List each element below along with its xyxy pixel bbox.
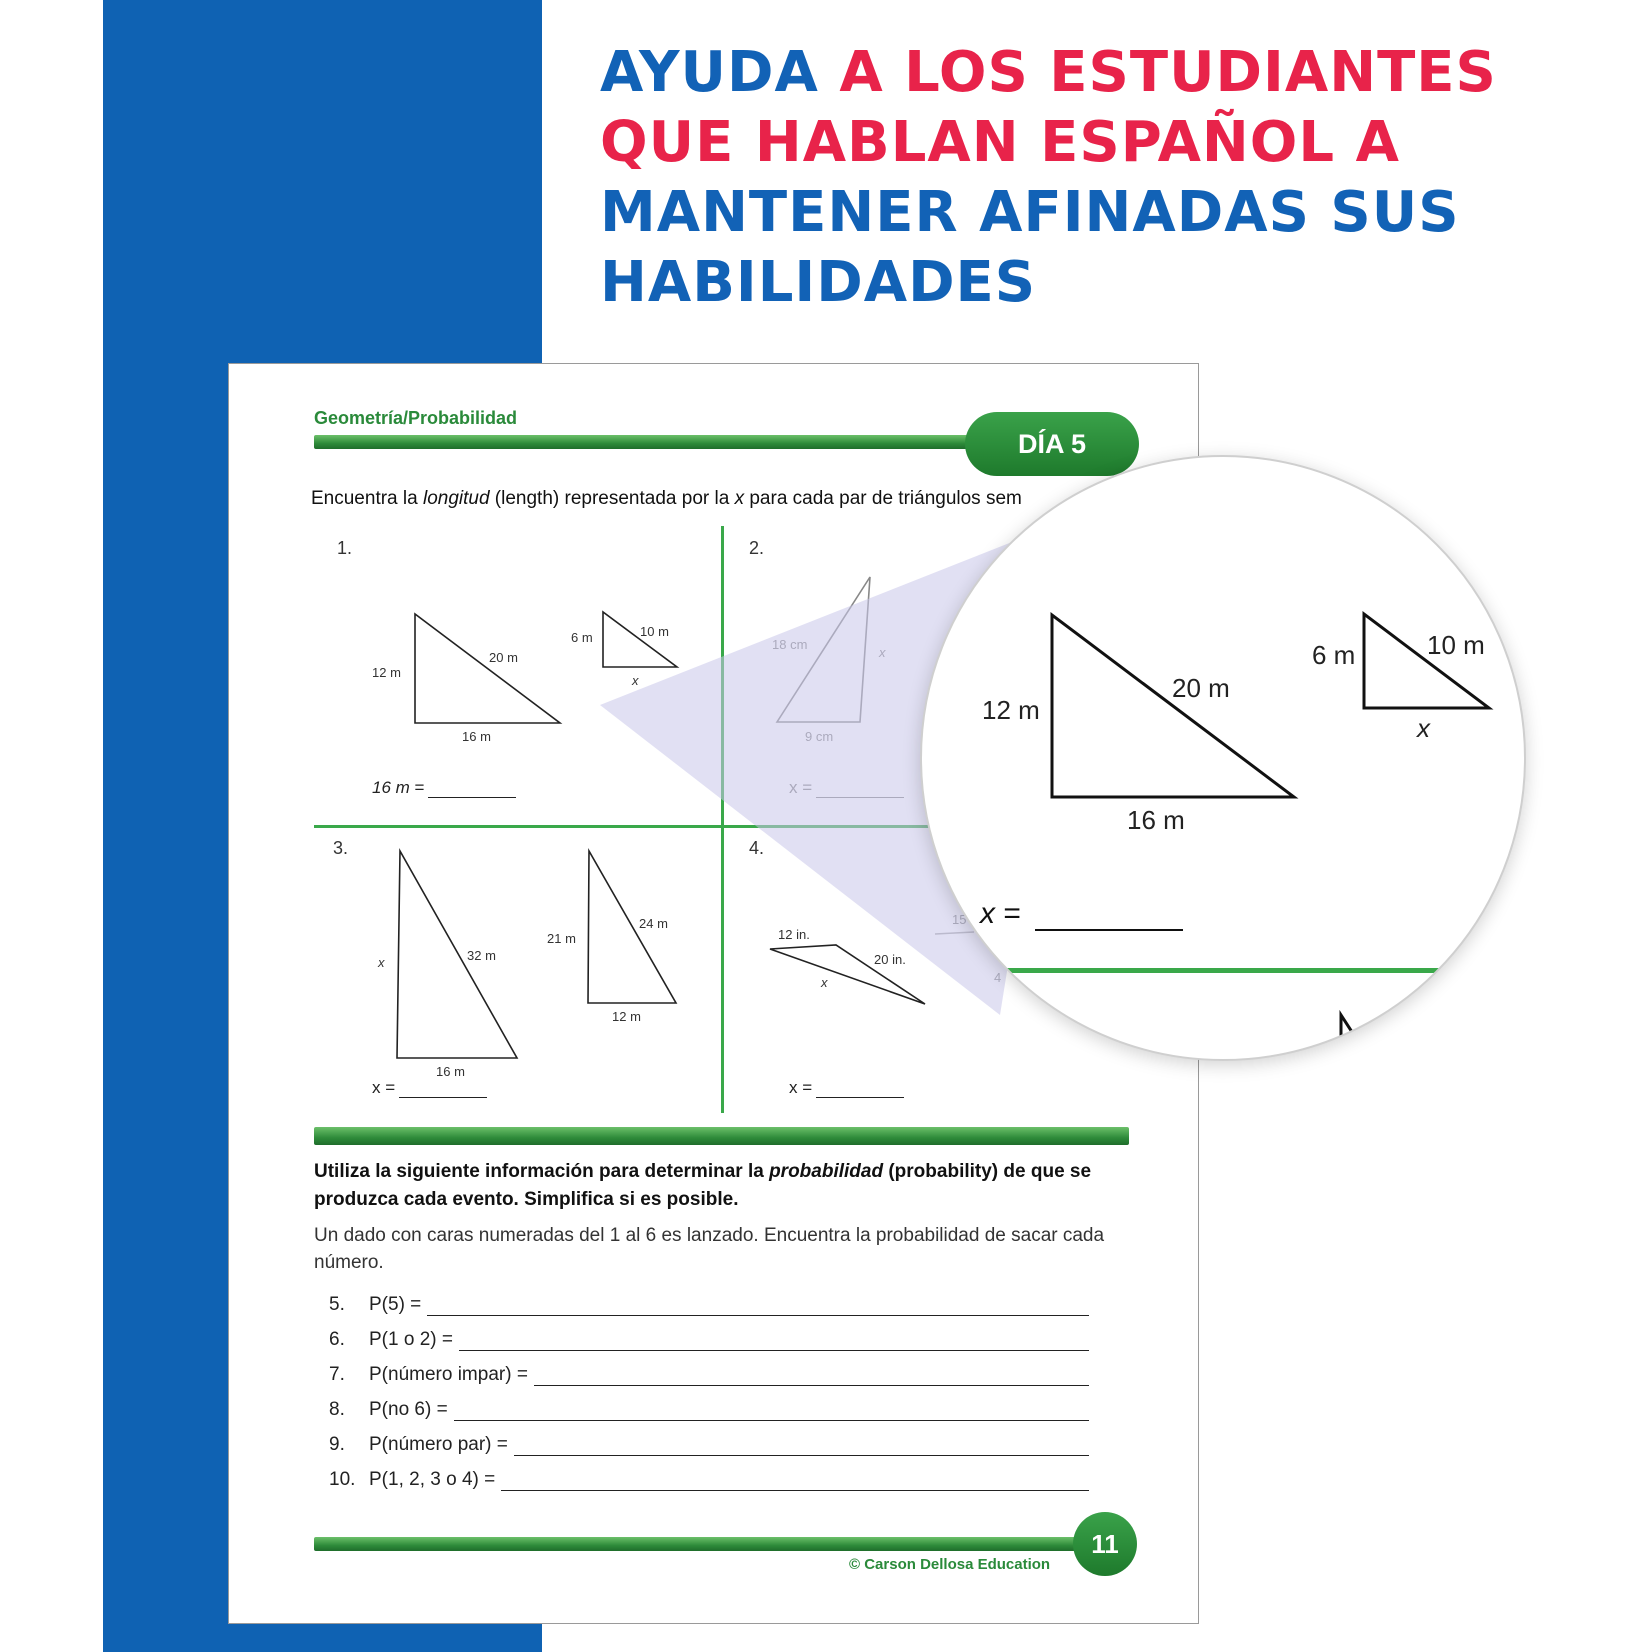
zoom-big-bottom-label: 16 m [1127,805,1185,835]
instr-emphasis: longitud [422,488,490,509]
section-label: Geometría/Probabilidad [314,408,518,428]
prob-item-num: 6. [329,1329,345,1350]
p1-small-bottom-label: x [632,673,639,688]
zoom-answer-blank[interactable] [1035,907,1183,931]
zoom-small-triangle [1364,614,1489,708]
p3-big-bottom-label: 16 m [436,1064,465,1079]
instr-x: x [734,488,745,509]
p3-small-left-label: 21 m [547,931,576,946]
p4-right-label: 20 in. [874,952,906,967]
prob-item-label: P(5) = [369,1294,422,1315]
p3-small-hyp-label: 24 m [639,916,668,931]
zoom-big-hyp-label: 20 m [1172,673,1230,703]
copyright: © Carson Dellosa Education [849,1556,1051,1573]
magnified-triangles [922,457,1524,1059]
headline-red-2: QUE HABLAN ESPAÑOL A [600,110,1400,175]
zoom-answer-eq: = [995,897,1021,930]
prob-item-label: P(número par) = [369,1434,508,1455]
prob-item-num: 9. [329,1434,345,1455]
zoom-big-triangle [1052,615,1294,797]
prob-item-num: 7. [329,1364,345,1385]
prob-item-label: P(no 6) = [369,1399,448,1420]
p1-answer-x: 16 m [372,778,410,797]
prob-instr-a: Utiliza la siguiente información para determinar la [314,1161,770,1182]
zoom-small-hyp-label: 10 m [1427,630,1485,660]
p3-big-hyp-label: 32 m [467,948,496,963]
p3-big-left-label: x [378,955,385,970]
magnifier-circle [920,455,1526,1061]
zoom-big-left-label: 12 m [982,695,1040,725]
prob-instr-em: probabilidad [769,1161,884,1182]
headline-blue-4: HABILIDADES [600,250,1037,315]
zoom-small-left-label: 6 m [1312,640,1356,670]
p4-bottom-label: x [821,975,828,990]
prob-item-label: P(1 o 2) = [369,1329,453,1350]
p1-big-left-label: 12 m [372,665,401,680]
headline-blue-3: MANTENER AFINADAS SUS [600,180,1460,245]
problem-4-number: 4. [749,838,765,858]
problem-2-number: 2. [749,538,765,558]
p3-answer-label: x = [372,1078,396,1097]
page-number-badge: 11 [1073,1512,1137,1576]
prob-item-num: 5. [329,1294,345,1315]
instr-part-a: Encuentra la [311,488,423,509]
day-badge: DÍA 5 [965,412,1139,476]
p1-small-left-label: 6 m [571,630,593,645]
p4-answer-label: x = [789,1078,813,1097]
instr-part-b: (length) representada por la [489,488,735,509]
instr-part-c: para cada par de triángulos sem [744,488,1022,509]
probability-text: Un dado con caras numeradas del 1 al 6 es lanzado. Encuentra la probabilidad de sacar cada número. [314,1225,1105,1273]
problem-3-number: 3. [333,838,349,858]
p1-answer-eq: = [409,778,425,797]
zoom-partial-triangle [1341,1015,1352,1059]
headline-word-ayuda: AYUDA [600,40,840,105]
zoom-green-line [992,968,1462,973]
prob-item-num: 10. [329,1469,356,1490]
problem-1-number: 1. [337,538,353,558]
p3-small-bottom-label: 12 m [612,1009,641,1024]
zoom-answer-x: x [980,897,995,930]
zoom-small-bottom-label: x [1417,713,1430,743]
prob-item-label: P(número impar) = [369,1364,528,1385]
p1-small-hyp-label: 10 m [640,624,669,639]
prob-instr-b: (probability) de que se produzca cada evento. Simplifica si es posible. [314,1161,1092,1210]
headline-red-1: A LOS ESTUDIANTES [839,40,1497,105]
p4-top-label: 12 in. [778,927,810,942]
zoom-answer [980,897,1183,931]
prob-item-label: P(1, 2, 3 o 4) = [369,1469,496,1490]
p1-big-hyp-label: 20 m [489,650,518,665]
prob-item-num: 8. [329,1399,345,1420]
p1-big-bottom-label: 16 m [462,729,491,744]
